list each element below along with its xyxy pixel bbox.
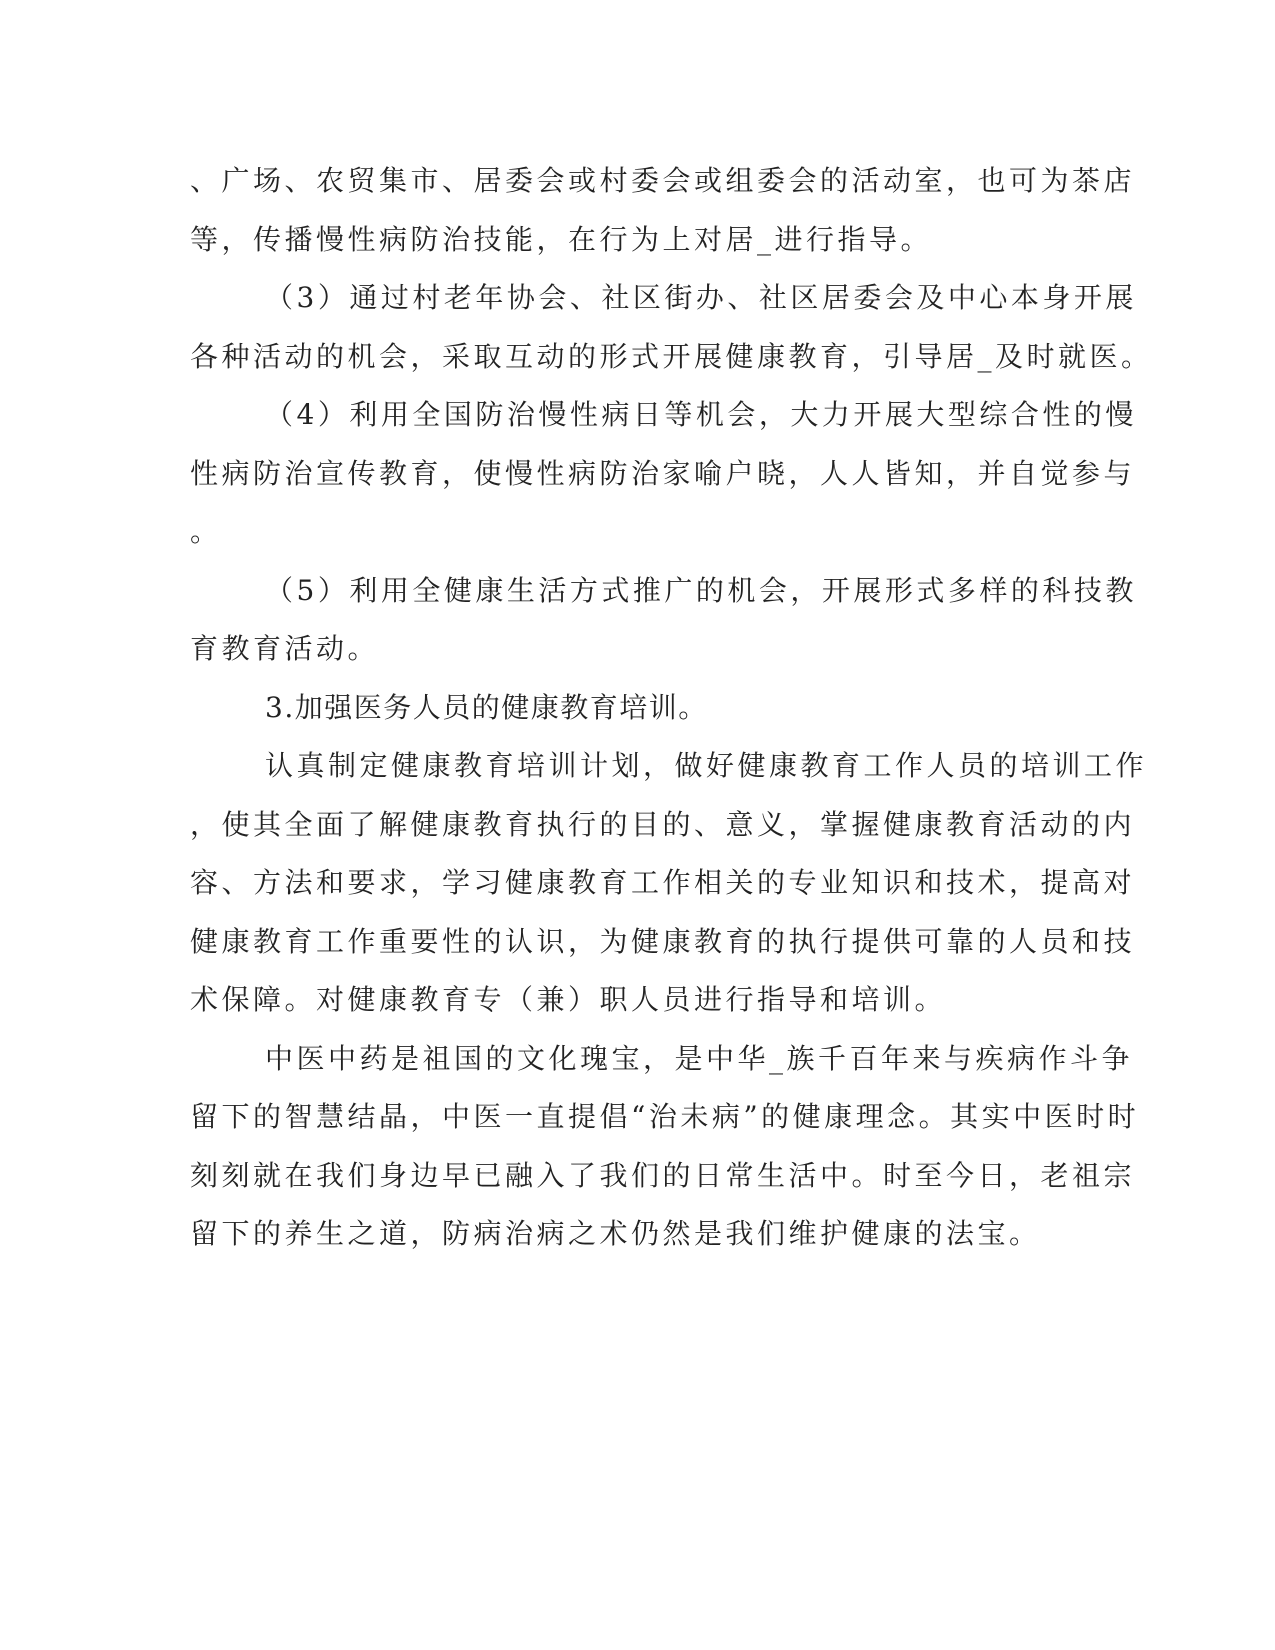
paragraph-1-line-2: 等，传播慢性病防治技能，在行为上对居_进行指导。: [190, 223, 933, 256]
paragraph-2-line-1: （3）通过村老年协会、社区街办、社区居委会及中心本身开展: [265, 281, 1137, 314]
section-heading: 3.加强医务人员的健康教育培训。: [265, 691, 708, 724]
paragraph-1-line-1: 、广场、农贸集市、居委会或村委会或组委会的活动室，也可为茶店: [190, 164, 1136, 197]
paragraph-3-line-2: 性病防治宣传教育，使慢性病防治家喻户晓，人人皆知，并自觉参与: [190, 457, 1136, 490]
paragraph-3-line-1: （4）利用全国防治慢性病日等机会，大力开展大型综合性的慢: [265, 398, 1137, 431]
paragraph-3-line-3: 。: [190, 515, 222, 548]
paragraph-6-line-2: ，使其全面了解健康教育执行的目的、意义，掌握健康教育活动的内: [190, 808, 1136, 841]
paragraph-2-line-2: 各种活动的机会，采取互动的形式开展健康教育，引导居_及时就医。: [190, 340, 1153, 373]
paragraph-6-line-1: 认真制定健康教育培训计划，做好健康教育工作人员的培训工作: [265, 749, 1148, 782]
paragraph-4-line-1: （5）利用全健康生活方式推广的机会，开展形式多样的科技教: [265, 574, 1137, 607]
paragraph-7-line-3: 刻刻就在我们身边早已融入了我们的日常生活中。时至今日，老祖宗: [190, 1159, 1136, 1192]
paragraph-6-line-5: 术保障。对健康教育专（兼）职人员进行指导和培训。: [190, 983, 947, 1016]
paragraph-7-line-4: 留下的养生之道，防病治病之术仍然是我们维护健康的法宝。: [190, 1217, 1041, 1250]
paragraph-6-line-3: 容、方法和要求，学习健康教育工作相关的专业知识和技术，提高对: [190, 866, 1136, 899]
paragraph-4-line-2: 育教育活动。: [190, 632, 380, 665]
paragraph-6-line-4: 健康教育工作重要性的认识，为健康教育的执行提供可靠的人员和技: [190, 925, 1136, 958]
paragraph-7-line-1: 中医中药是祖国的文化瑰宝，是中华_族千百年来与疾病作斗争: [265, 1042, 1134, 1075]
paragraph-7-line-2: 留下的智慧结晶，中医一直提倡“治未病”的健康理念。其实中医时时: [190, 1100, 1140, 1133]
